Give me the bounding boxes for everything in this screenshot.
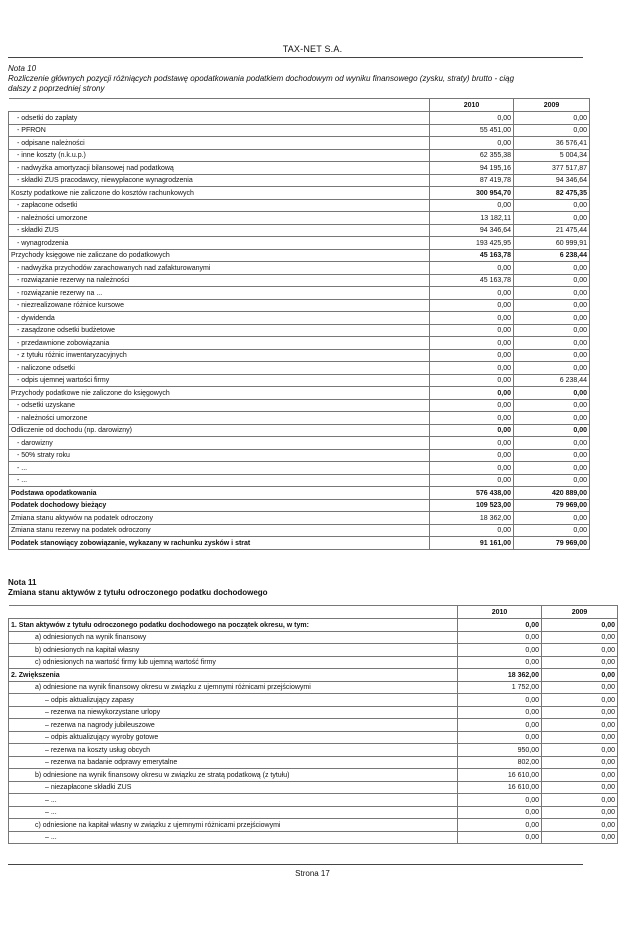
- value-2009: 0,00: [542, 706, 618, 719]
- row-label: – ...: [9, 806, 458, 819]
- row-label: 2. Zwiększenia: [9, 669, 458, 682]
- row-label: - inne koszty (n.k.u.p.): [9, 149, 430, 162]
- value-2010: 0,00: [458, 831, 542, 844]
- row-label: Odliczenie od dochodu (np. darowizny): [9, 424, 430, 437]
- header-blank: [9, 606, 458, 619]
- company-header: TAX-NET S.A.: [282, 44, 343, 54]
- value-2009: 0,00: [542, 644, 618, 657]
- value-2010: 0,00: [430, 412, 514, 425]
- table-row: [9, 299, 590, 312]
- row-label: - odpisane należności: [9, 137, 430, 150]
- note10-subtitle: dalszy z poprzedniej strony: [8, 84, 105, 93]
- row-label: - naliczone odsetki: [9, 362, 430, 375]
- value-2009: 0,00: [542, 619, 618, 632]
- table-row: [9, 487, 590, 500]
- row-label: - należności umorzone: [9, 212, 430, 225]
- table-row: [9, 399, 590, 412]
- header-2009: 2009: [514, 99, 590, 112]
- row-label: Zmiana stanu rezerwy na podatek odroczony: [9, 524, 430, 537]
- value-2009: 0,00: [514, 362, 590, 375]
- row-label: c) odniesionych na wartość firmy lub ujemną wartość firmy: [9, 656, 458, 669]
- row-label: b) odniesionych na kapitał własny: [9, 644, 458, 657]
- value-2009: 0,00: [514, 212, 590, 225]
- table-row: [9, 794, 618, 807]
- value-2009: 0,00: [542, 731, 618, 744]
- row-label: – rezerwa na nagrody jubileuszowe: [9, 719, 458, 732]
- value-2010: 0,00: [458, 694, 542, 707]
- page-number: Strona 17: [295, 869, 330, 878]
- table-row: [9, 656, 618, 669]
- row-label: Koszty podatkowe nie zaliczone do kosztów rachunkowych: [9, 187, 430, 200]
- value-2009: 94 346,64: [514, 174, 590, 187]
- table-row: [9, 349, 590, 362]
- value-2010: 0,00: [430, 524, 514, 537]
- value-2009: 0,00: [514, 199, 590, 212]
- header-blank: [9, 99, 430, 112]
- table-row: [9, 474, 590, 487]
- value-2010: 0,00: [430, 299, 514, 312]
- value-2010: 94 195,16: [430, 162, 514, 175]
- note11-label: Nota 11: [8, 578, 37, 587]
- note10-table: [8, 98, 590, 550]
- table-row: [9, 174, 590, 187]
- table-row: [9, 287, 590, 300]
- row-label: – ...: [9, 794, 458, 807]
- row-label: - składki ZUS pracodawcy, niewypłacone wynagrodzenia: [9, 174, 430, 187]
- value-2010: 45 163,78: [430, 274, 514, 287]
- value-2010: 0,00: [458, 706, 542, 719]
- row-label: - zapłacone odsetki: [9, 199, 430, 212]
- value-2009: 0,00: [514, 274, 590, 287]
- value-2009: 0,00: [514, 524, 590, 537]
- value-2010: 0,00: [430, 137, 514, 150]
- row-label: - odsetki uzyskane: [9, 399, 430, 412]
- table-row: [9, 706, 618, 719]
- value-2009: 0,00: [514, 337, 590, 350]
- row-label: - darowizny: [9, 437, 430, 450]
- table-row: [9, 224, 590, 237]
- row-label: – rezerwa na badanie odprawy emerytalne: [9, 756, 458, 769]
- value-2009: 5 004,34: [514, 149, 590, 162]
- value-2010: 0,00: [430, 474, 514, 487]
- value-2010: 0,00: [458, 806, 542, 819]
- value-2009: 0,00: [514, 449, 590, 462]
- row-label: - odpis ujemnej wartości firmy: [9, 374, 430, 387]
- value-2009: 0,00: [542, 756, 618, 769]
- value-2010: 0,00: [430, 287, 514, 300]
- table-row: [9, 374, 590, 387]
- table-row: [9, 719, 618, 732]
- table-row: [9, 199, 590, 212]
- row-label: – ...: [9, 831, 458, 844]
- table-row: [9, 324, 590, 337]
- row-label: - z tytułu różnic inwentaryzacyjnych: [9, 349, 430, 362]
- value-2009: 0,00: [542, 781, 618, 794]
- value-2009: 60 999,91: [514, 237, 590, 250]
- note10-title: Rozliczenie głównych pozycji różniących podstawę opodatkowania podatkiem dochodowym od wyniku finansowego (zysku, straty) brutto - ciąg: [8, 74, 515, 83]
- row-label: - PFRON: [9, 124, 430, 137]
- header-divider: [8, 57, 583, 58]
- table-row: [9, 744, 618, 757]
- table-row: [9, 681, 618, 694]
- value-2010: 950,00: [458, 744, 542, 757]
- value-2010: 16 610,00: [458, 769, 542, 782]
- value-2010: 0,00: [430, 324, 514, 337]
- row-label: Podatek stanowiący zobowiązanie, wykazany w rachunku zysków i strat: [9, 537, 430, 550]
- table-row: [9, 731, 618, 744]
- value-2009: 0,00: [542, 719, 618, 732]
- row-label: Podatek dochodowy bieżący: [9, 499, 430, 512]
- row-label: - 50% straty roku: [9, 449, 430, 462]
- value-2010: 0,00: [430, 449, 514, 462]
- value-2009: 0,00: [542, 694, 618, 707]
- value-2009: 0,00: [542, 669, 618, 682]
- value-2010: 1 752,00: [458, 681, 542, 694]
- table-row: [9, 162, 590, 175]
- value-2009: 0,00: [514, 512, 590, 525]
- row-label: – rezerwa na niewykorzystane urlopy: [9, 706, 458, 719]
- row-label: 1. Stan aktywów z tytułu odroczonego podatku dochodowego na początek okresu, w tym:: [9, 619, 458, 632]
- header-2010: 2010: [430, 99, 514, 112]
- table-row: [9, 437, 590, 450]
- value-2009: 0,00: [514, 412, 590, 425]
- table-row: [9, 424, 590, 437]
- note11-header-row: [9, 606, 618, 619]
- value-2010: 13 182,11: [430, 212, 514, 225]
- value-2009: 0,00: [514, 437, 590, 450]
- value-2009: 0,00: [542, 656, 618, 669]
- value-2010: 0,00: [458, 644, 542, 657]
- table-row: [9, 619, 618, 632]
- row-label: - nadwyżka amortyzacji bilansowej nad podatkową: [9, 162, 430, 175]
- value-2009: 82 475,35: [514, 187, 590, 200]
- value-2010: 0,00: [430, 312, 514, 325]
- row-label: Zmiana stanu aktywów na podatek odroczony: [9, 512, 430, 525]
- note10-header-row: [9, 99, 590, 112]
- table-row: [9, 806, 618, 819]
- row-label: – rezerwa na koszty usług obcych: [9, 744, 458, 757]
- table-row: [9, 137, 590, 150]
- table-row: [9, 237, 590, 250]
- value-2010: 193 425,95: [430, 237, 514, 250]
- table-row: [9, 387, 590, 400]
- row-label: - odsetki do zapłaty: [9, 112, 430, 125]
- row-label: - rozwiązanie rezerwy na ...: [9, 287, 430, 300]
- table-row: [9, 819, 618, 832]
- value-2010: 0,00: [458, 719, 542, 732]
- table-row: [9, 449, 590, 462]
- table-row: [9, 537, 590, 550]
- value-2009: 0,00: [514, 474, 590, 487]
- value-2010: 87 419,78: [430, 174, 514, 187]
- value-2010: 0,00: [430, 337, 514, 350]
- table-row: [9, 781, 618, 794]
- value-2010: 0,00: [430, 462, 514, 475]
- value-2010: 18 362,00: [430, 512, 514, 525]
- value-2010: 0,00: [430, 349, 514, 362]
- value-2009: 79 969,00: [514, 537, 590, 550]
- row-label: - wynagrodzenia: [9, 237, 430, 250]
- table-row: [9, 337, 590, 350]
- table-row: [9, 187, 590, 200]
- header-2009: 2009: [542, 606, 618, 619]
- table-row: [9, 669, 618, 682]
- table-row: [9, 831, 618, 844]
- value-2010: 0,00: [458, 794, 542, 807]
- row-label: – odpis aktualizujący zapasy: [9, 694, 458, 707]
- table-row: [9, 694, 618, 707]
- value-2010: 300 954,70: [430, 187, 514, 200]
- value-2009: 0,00: [542, 819, 618, 832]
- value-2010: 55 451,00: [430, 124, 514, 137]
- value-2009: 36 576,41: [514, 137, 590, 150]
- note11-title: Zmiana stanu aktywów z tytułu odroczonego podatku dochodowego: [8, 588, 268, 597]
- table-row: [9, 124, 590, 137]
- value-2009: 377 517,87: [514, 162, 590, 175]
- value-2009: 0,00: [514, 299, 590, 312]
- row-label: - dywidenda: [9, 312, 430, 325]
- value-2009: 21 475,44: [514, 224, 590, 237]
- value-2010: 0,00: [430, 437, 514, 450]
- value-2010: 0,00: [458, 819, 542, 832]
- value-2010: 109 523,00: [430, 499, 514, 512]
- value-2010: 0,00: [430, 387, 514, 400]
- value-2010: 0,00: [458, 731, 542, 744]
- table-row: [9, 499, 590, 512]
- value-2009: 79 969,00: [514, 499, 590, 512]
- row-label: Podstawa opodatkowania: [9, 487, 430, 500]
- value-2009: 0,00: [542, 631, 618, 644]
- footer-divider: [8, 864, 583, 865]
- row-label: - ...: [9, 462, 430, 475]
- row-label: a) odniesione na wynik finansowy okresu w związku z ujemnymi różnicami przejściowymi: [9, 681, 458, 694]
- value-2009: 0,00: [542, 794, 618, 807]
- value-2010: 0,00: [458, 631, 542, 644]
- value-2009: 0,00: [514, 387, 590, 400]
- note11-table: [8, 605, 618, 844]
- value-2009: 0,00: [542, 681, 618, 694]
- row-label: - składki ZUS: [9, 224, 430, 237]
- table-row: [9, 462, 590, 475]
- table-row: [9, 769, 618, 782]
- value-2010: 62 355,38: [430, 149, 514, 162]
- table-row: [9, 756, 618, 769]
- table-row: [9, 249, 590, 262]
- value-2010: 16 610,00: [458, 781, 542, 794]
- table-row: [9, 212, 590, 225]
- value-2009: 0,00: [542, 744, 618, 757]
- value-2009: 0,00: [514, 349, 590, 362]
- row-label: b) odniesione na wynik finansowy okresu w związku ze stratą podatkową (z tytułu): [9, 769, 458, 782]
- value-2009: 0,00: [514, 424, 590, 437]
- row-label: - niezrealizowane różnice kursowe: [9, 299, 430, 312]
- value-2010: 0,00: [430, 262, 514, 275]
- value-2010: 0,00: [430, 199, 514, 212]
- value-2010: 0,00: [430, 112, 514, 125]
- table-row: [9, 362, 590, 375]
- value-2009: 0,00: [514, 124, 590, 137]
- row-label: - przedawnione zobowiązania: [9, 337, 430, 350]
- table-row: [9, 312, 590, 325]
- value-2010: 94 346,64: [430, 224, 514, 237]
- value-2009: 0,00: [514, 312, 590, 325]
- value-2009: 0,00: [514, 112, 590, 125]
- row-label: - ...: [9, 474, 430, 487]
- value-2009: 0,00: [542, 831, 618, 844]
- value-2010: 0,00: [430, 362, 514, 375]
- row-label: – odpis aktualizujący wyroby gotowe: [9, 731, 458, 744]
- note10-label: Nota 10: [8, 64, 37, 73]
- value-2010: 576 438,00: [430, 487, 514, 500]
- table-row: [9, 631, 618, 644]
- value-2010: 0,00: [430, 399, 514, 412]
- value-2009: 0,00: [542, 769, 618, 782]
- value-2009: 0,00: [514, 287, 590, 300]
- value-2010: 0,00: [458, 656, 542, 669]
- row-label: a) odniesionych na wynik finansowy: [9, 631, 458, 644]
- row-label: c) odniesione na kapitał własny w związku z ujemnymi różnicami przejściowymi: [9, 819, 458, 832]
- row-label: - rozwiązanie rezerwy na należności: [9, 274, 430, 287]
- value-2010: 18 362,00: [458, 669, 542, 682]
- value-2009: 0,00: [514, 399, 590, 412]
- row-label: Przychody podatkowe nie zaliczone do księgowych: [9, 387, 430, 400]
- value-2010: 802,00: [458, 756, 542, 769]
- value-2009: 6 238,44: [514, 249, 590, 262]
- value-2010: 0,00: [430, 374, 514, 387]
- row-label: – niezapłacone składki ZUS: [9, 781, 458, 794]
- header-2010: 2010: [458, 606, 542, 619]
- value-2010: 0,00: [458, 619, 542, 632]
- row-label: - zasądzone odsetki budżetowe: [9, 324, 430, 337]
- note11-heading: [8, 578, 268, 598]
- value-2010: 91 161,00: [430, 537, 514, 550]
- value-2009: 0,00: [514, 462, 590, 475]
- table-row: [9, 112, 590, 125]
- value-2010: 45 163,78: [430, 249, 514, 262]
- value-2010: 0,00: [430, 424, 514, 437]
- table-row: [9, 512, 590, 525]
- table-row: [9, 524, 590, 537]
- value-2009: 420 889,00: [514, 487, 590, 500]
- value-2009: 6 238,44: [514, 374, 590, 387]
- table-row: [9, 149, 590, 162]
- row-label: - należności umorzone: [9, 412, 430, 425]
- table-row: [9, 262, 590, 275]
- value-2009: 0,00: [542, 806, 618, 819]
- note10-heading: [8, 64, 514, 94]
- table-row: [9, 412, 590, 425]
- value-2009: 0,00: [514, 262, 590, 275]
- row-label: Przychody księgowe nie zaliczane do podatkowych: [9, 249, 430, 262]
- table-row: [9, 644, 618, 657]
- value-2009: 0,00: [514, 324, 590, 337]
- row-label: - nadwyżka przychodów zarachowanych nad zafakturowanymi: [9, 262, 430, 275]
- table-row: [9, 274, 590, 287]
